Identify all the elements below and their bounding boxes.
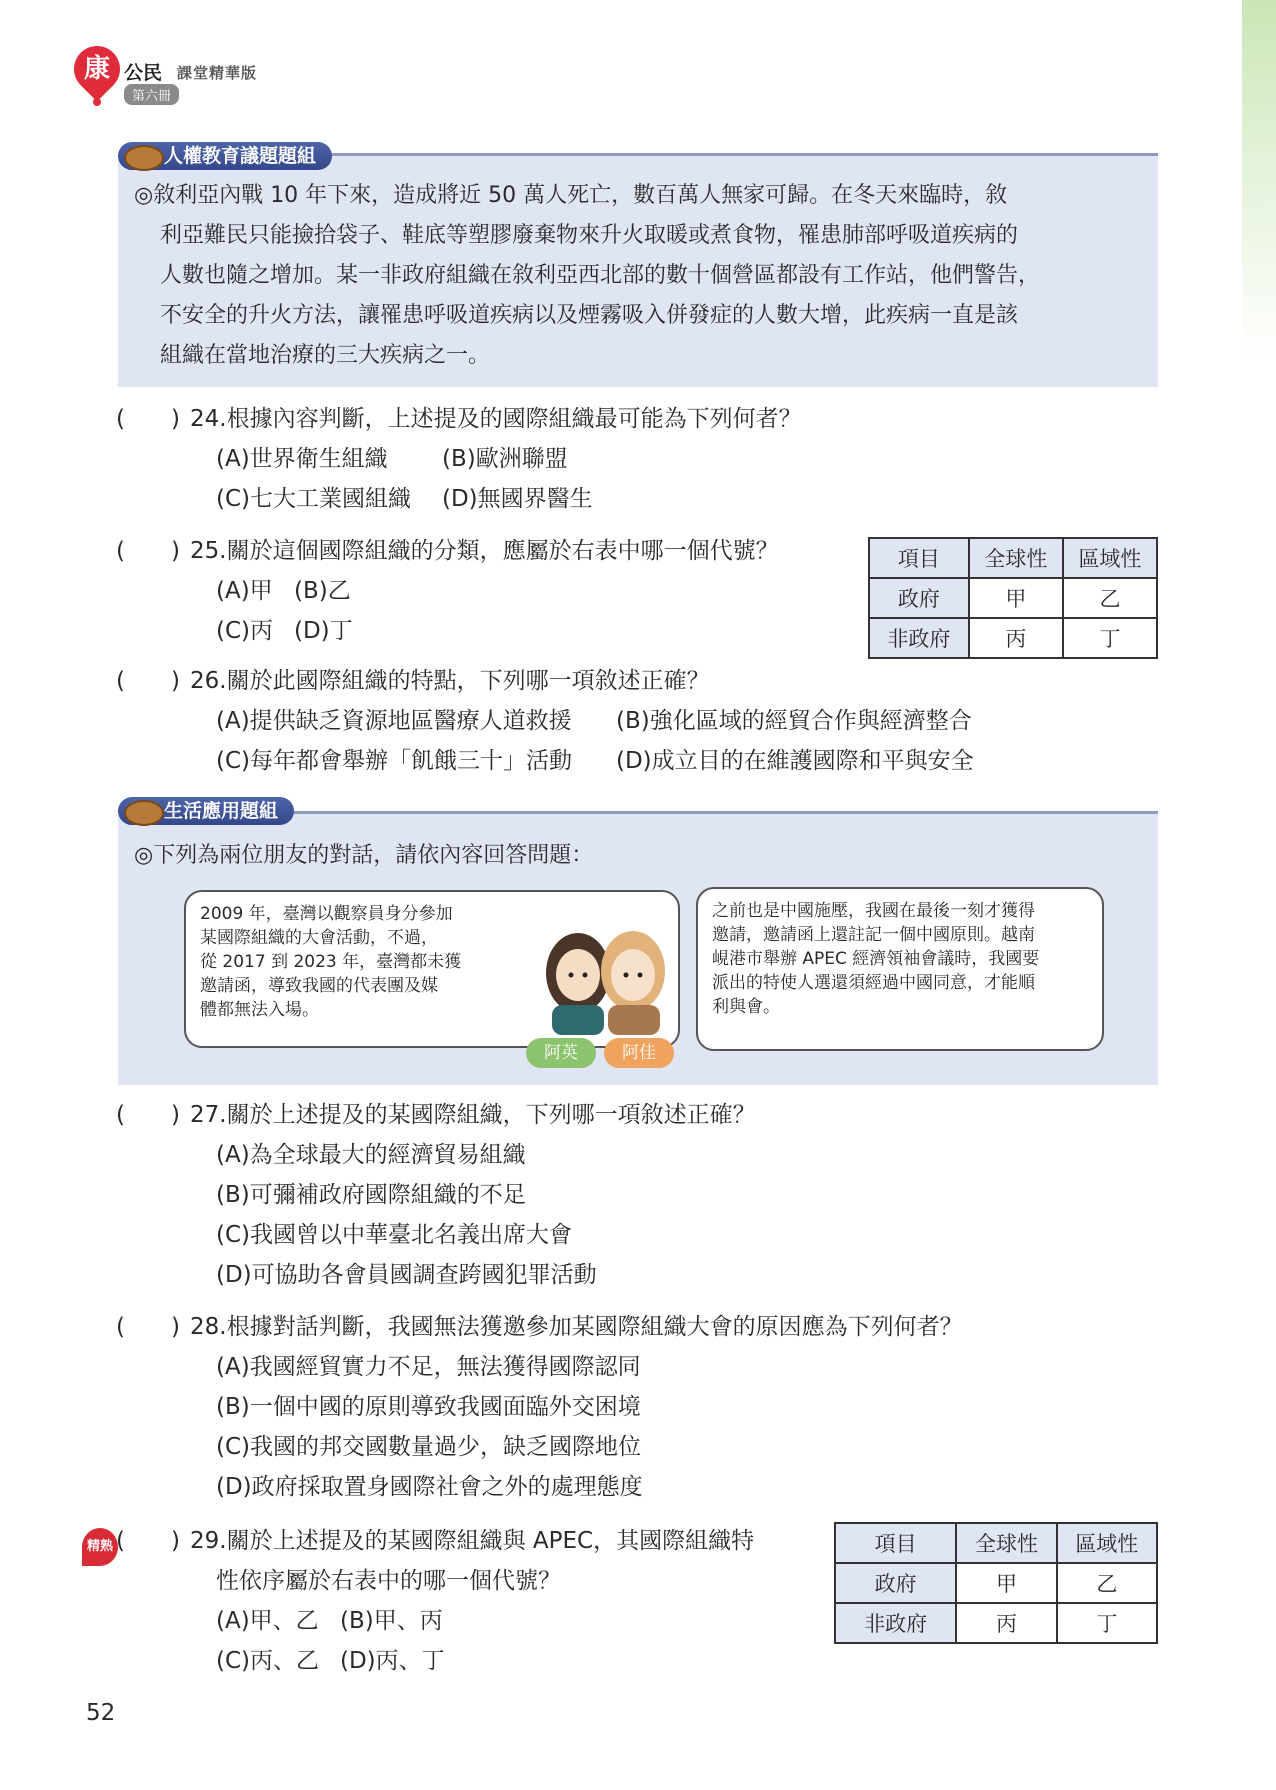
- option-b[interactable]: (B)甲、丙: [340, 1608, 443, 1634]
- bubble-line: 邀請，邀請函上還註記一個中國原則。越南: [712, 925, 1035, 945]
- answer-blank[interactable]: ( ): [116, 406, 180, 432]
- option-b[interactable]: (B)乙: [294, 578, 351, 604]
- option-a[interactable]: (A)甲、乙: [216, 1608, 319, 1634]
- table-header: 全球性: [969, 538, 1063, 578]
- option-a[interactable]: (A)我國經貿實力不足，無法獲得國際認同: [216, 1354, 641, 1380]
- table-cell: 丁: [1063, 618, 1157, 658]
- option-d[interactable]: (D)丁: [294, 618, 353, 644]
- question-27-stem: 27.關於上述提及的某國際組織，下列哪一項敘述正確？: [190, 1102, 756, 1128]
- passage-line: 組織在當地治療的三大疾病之一。: [160, 343, 491, 368]
- option-c[interactable]: (C)丙、乙: [216, 1648, 320, 1674]
- bubble-line: 峴港市舉辦 APEC 經濟領袖會議時，我國要: [712, 949, 1040, 969]
- page-edge-decoration: [1242, 0, 1276, 360]
- bubble-line: 從 2017 到 2023 年，臺灣都未獲: [200, 952, 462, 972]
- option-b[interactable]: (B)一個中國的原則導致我國面臨外交困境: [216, 1394, 641, 1420]
- table-header: 區域性: [1063, 538, 1157, 578]
- option-a[interactable]: (A)為全球最大的經濟貿易組織: [216, 1142, 526, 1168]
- option-d[interactable]: (D)無國界醫生: [442, 486, 593, 512]
- passage-line: 不安全的升火方法，讓罹患呼吸道疾病以及煙霧吸入併發症的人數大增，此疾病一直是該: [160, 303, 1019, 328]
- helmet-icon: [124, 145, 164, 171]
- question-28-stem: 28.根據對話判斷，我國無法獲邀參加某國際組織大會的原因應為下列何者？: [190, 1314, 963, 1340]
- helmet-icon: [124, 800, 164, 826]
- bubble-line: 2009 年，臺灣以觀察員身分參加: [200, 904, 453, 924]
- option-a[interactable]: (A)世界衛生組織: [216, 446, 388, 472]
- option-c[interactable]: (C)每年都會舉辦「飢餓三十」活動: [216, 748, 573, 774]
- classification-table-2: [834, 1522, 1158, 1644]
- section1-tag-label: 人權教育議題題組: [164, 145, 317, 167]
- passage-line: ◎敘利亞內戰 10 年下來，造成將近 50 萬人死亡，數百萬人無家可歸。在冬天來臨時，敘: [134, 183, 1008, 208]
- passage-line: 人數也隨之增加。某一非政府組織在敘利亞西北部的數十個營區都設有工作站，他們警告，: [160, 263, 1041, 288]
- table-header: 項目: [869, 538, 969, 578]
- bubble-line: 之前也是中國施壓，我國在最後一刻才獲得: [712, 901, 1035, 921]
- section2-rule: [260, 811, 1158, 814]
- table-cell: 乙: [1057, 1563, 1157, 1603]
- option-a[interactable]: (A)甲: [216, 578, 273, 604]
- option-c[interactable]: (C)七大工業國組織: [216, 486, 412, 512]
- table-cell: 丙: [969, 618, 1063, 658]
- option-c[interactable]: (C)丙: [216, 618, 274, 644]
- answer-blank[interactable]: ( ): [116, 668, 180, 694]
- section1-passage: [134, 176, 1144, 376]
- option-d[interactable]: (D)丙、丁: [340, 1648, 445, 1674]
- classification-table-1: [868, 537, 1158, 659]
- bubble-line: 某國際組織的大會活動，不過，: [200, 928, 438, 948]
- option-c[interactable]: (C)我國的邦交國數量過少，缺乏國際地位: [216, 1434, 642, 1460]
- answer-blank[interactable]: ( ): [116, 1314, 180, 1340]
- answer-blank[interactable]: ( ): [116, 1102, 180, 1128]
- option-d[interactable]: (D)政府採取置身國際社會之外的處理態度: [216, 1474, 643, 1500]
- question-29-stem-continued: 性依序屬於右表中的哪一個代號？: [216, 1568, 561, 1594]
- question-24-stem: 24.根據內容判斷，上述提及的國際組織最可能為下列何者？: [190, 406, 802, 432]
- characters-illustration: [528, 925, 678, 1035]
- table-cell: 甲: [956, 1563, 1056, 1603]
- table-header: 區域性: [1057, 1523, 1157, 1563]
- table-cell: 丙: [956, 1603, 1056, 1643]
- table-row-header: 非政府: [869, 618, 969, 658]
- bubble-line: 體都無法入場。: [200, 1000, 319, 1020]
- section2-tag: [118, 797, 294, 825]
- option-a[interactable]: (A)提供缺乏資源地區醫療人道救援: [216, 708, 572, 734]
- table-row-header: 非政府: [835, 1603, 956, 1643]
- section1-rule: [300, 153, 1158, 156]
- option-c[interactable]: (C)我國曾以中華臺北名義出席大會: [216, 1222, 573, 1248]
- table-header: 項目: [835, 1523, 956, 1563]
- volume-badge: 第六冊: [124, 84, 179, 105]
- section1-tag: [118, 142, 332, 170]
- option-d[interactable]: (D)可協助各會員國調查跨國犯罪活動: [216, 1262, 597, 1288]
- answer-blank[interactable]: ( ): [116, 1528, 180, 1554]
- table-row-header: 政府: [835, 1563, 956, 1603]
- option-b[interactable]: (B)歐洲聯盟: [442, 446, 568, 472]
- name-tag-right: 阿佳: [604, 1038, 674, 1068]
- bubble-line: 邀請函，導致我國的代表團及媒: [200, 976, 438, 996]
- speech-bubble-right: [696, 887, 1104, 1051]
- passage-line: 利亞難民只能撿拾袋子、鞋底等塑膠廢棄物來升火取暖或煮食物，罹患肺部呼吸道疾病的: [160, 223, 1019, 248]
- section2-tag-label: 生活應用題組: [164, 800, 279, 822]
- table-row-header: 政府: [869, 578, 969, 618]
- book-subtitle: 課堂精華版: [177, 64, 258, 82]
- bubble-line: 利與會。: [712, 997, 780, 1017]
- question-29-stem: 29.關於上述提及的某國際組織與 APEC，其國際組織特: [190, 1528, 755, 1554]
- option-b[interactable]: (B)強化區域的經貿合作與經濟整合: [616, 708, 972, 734]
- pin-dot-icon: [93, 98, 101, 106]
- option-d[interactable]: (D)成立目的在維護國際和平與安全: [616, 748, 974, 774]
- page-number: 52: [86, 1700, 116, 1726]
- question-26-stem: 26.關於此國際組織的特點，下列哪一項敘述正確？: [190, 668, 710, 694]
- question-25-stem: 25.關於這個國際組織的分類，應屬於右表中哪一個代號？: [190, 538, 779, 564]
- bubble-line: 派出的特使人選還須經過中國同意，才能順: [712, 973, 1035, 993]
- table-cell: 乙: [1063, 578, 1157, 618]
- table-cell: 丁: [1057, 1603, 1157, 1643]
- table-header: 全球性: [956, 1523, 1056, 1563]
- logo-char: 康: [83, 54, 110, 84]
- answer-blank[interactable]: ( ): [116, 538, 180, 564]
- table-cell: 甲: [969, 578, 1063, 618]
- mastery-badge: 精熟: [82, 1528, 118, 1566]
- option-b[interactable]: (B)可彌補政府國際組織的不足: [216, 1182, 526, 1208]
- subject-title: 公民: [124, 62, 163, 84]
- section2-intro: ◎下列為兩位朋友的對話，請依內容回答問題：: [134, 843, 594, 868]
- name-tag-left: 阿英: [526, 1038, 596, 1068]
